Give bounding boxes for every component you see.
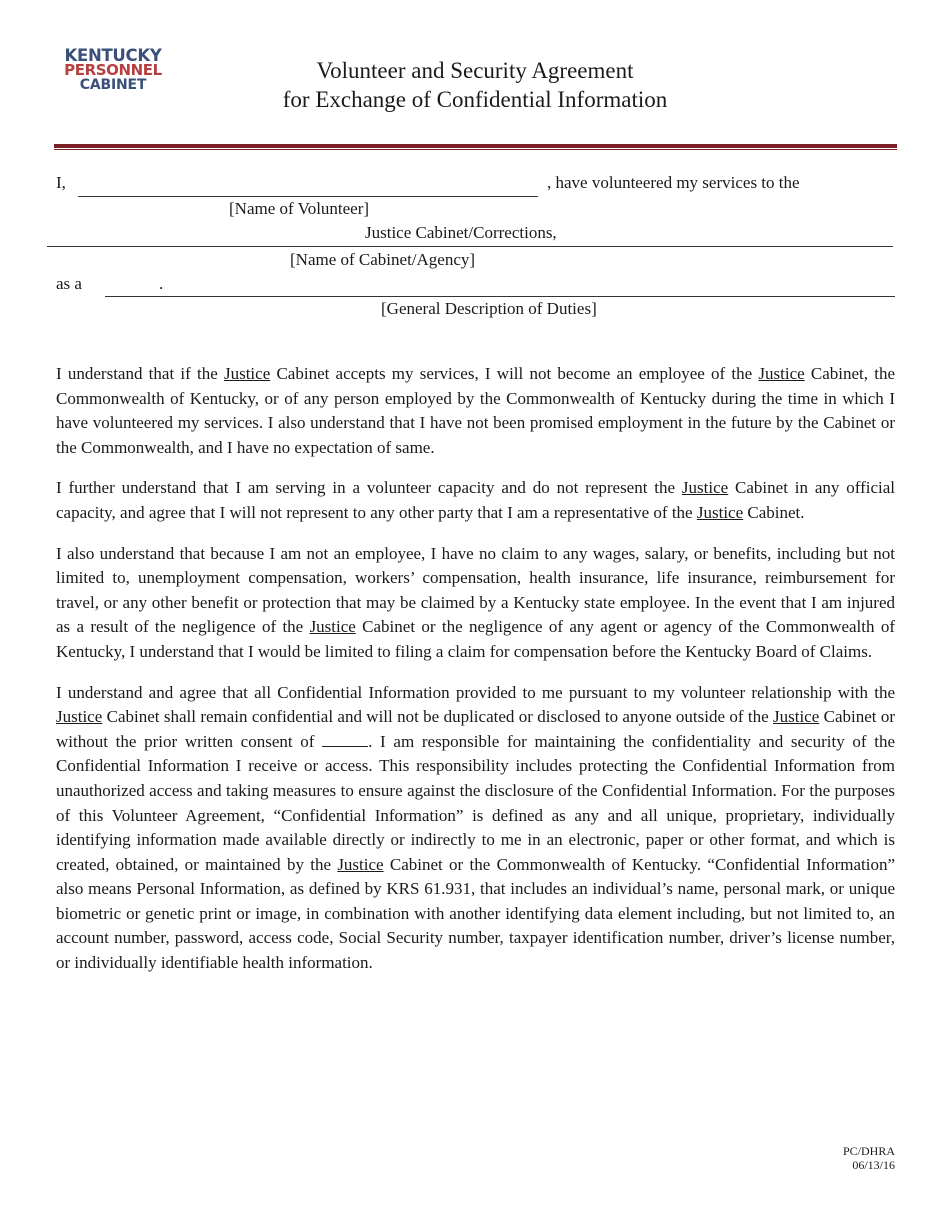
title-line-1: Volunteer and Security Agreement	[316, 58, 634, 83]
volunteer-name-caption: [Name of Volunteer]	[229, 199, 370, 218]
logo-line-cabinet: CABINET	[79, 77, 147, 93]
i-label: I,	[56, 173, 66, 192]
justice-term: Justice	[56, 707, 103, 727]
justice-term: Justice	[337, 854, 384, 874]
consent-blank-field[interactable]	[322, 732, 368, 747]
form-id: PC/DHRA	[842, 1144, 895, 1158]
kentucky-personnel-cabinet-logo	[54, 48, 172, 93]
document-title	[230, 56, 720, 114]
form-footer	[843, 1144, 895, 1172]
justice-term: Justice	[223, 364, 271, 383]
logo-line-personnel: PERSONNEL	[64, 61, 162, 79]
paragraph-4: I understand and agree that all Confidential Information provided to me pursuant to my volunteer relationship with the Justice Cabinet shall remain confidential and will not be duplicated or disclosed to anyone outside of the Justice Cabinet or without the prior written consent of . I am responsible for maintaining the confidentiality and security of the Confidential Information I receive or access. This responsibility includes protecting the Confidential Information from unauthorized access and taking measures to ensure against the disclosure of the Confidential Information. For the purposes of this Volunteer Agreement, “Confidential Information” is defined as any and all unique, proprietary, individually identifying information made available directly or indirectly to me in an electronic, paper or other format, and which is created, obtained, or maintained by the Justice Cabinet or the Commonwealth of Kentucky. “Confidential Information” also means Personal Information, as defined by KRS 61.931, that includes an individual’s name, personal mark, or unique biometric or genetic print or image, in combination with another identifying data element including, but not limited to, an account number, password, access code, Social Security number, taxpayer identification number, driver’s license number, or individually identifiable health information.	[56, 682, 896, 973]
paragraph-3: I also understand that because I am not an employee, I have no claim to any wages, salary, or benefits, including but not limited to, unemployment compensation, workers’ compensation, health insurance, life insurance, reimbursement for travel, or any other benefit or protection that may be claimed by a Kentucky state employee. In the event that I am injured as a result of the negligence of the Justice Cabinet or the negligence of any agent or agency of the Commonwealth of Kentucky, I understand that I would be limited to filing a claim for compensation before the Kentucky Board of Claims.	[56, 543, 895, 661]
justice-term: Justice	[681, 478, 729, 498]
volunteer-name-field[interactable]	[78, 196, 538, 197]
title-line-2: for Exchange of Confidential Information	[282, 87, 668, 112]
paragraph-2: I further understand that I am serving in a volunteer capacity and do not represent the Justice Cabinet in any official capacity, and agree that I will not represent to any other party that I am a representative of the Justice Cabinet.	[56, 478, 896, 522]
paragraph-1: I understand that if the Justice Cabinet accepts my services, I will not become an employee of the Justice Cabinet, the Commonwealth of Kentucky, or of any person employed by the Commonwealth of Kentucky during the time in which I have volunteered my services. I also understand that I have not been promised employment in the future by the Cabinet or the Commonwealth, and I have no expectation of same.	[56, 364, 895, 457]
form-date: 06/13/16	[852, 1158, 895, 1172]
justice-term: Justice	[772, 707, 820, 727]
duties-caption: [General Description of Duties]	[381, 299, 597, 318]
cabinet-caption: [Name of Cabinet/Agency]	[290, 250, 476, 269]
logo-line-kentucky: KENTUCKY	[64, 46, 162, 65]
agreement-body	[56, 362, 895, 992]
justice-term: Justice	[309, 617, 356, 637]
header-rule-thick	[54, 144, 897, 148]
header-rule-thin	[54, 149, 897, 150]
duties-value: .	[159, 274, 164, 293]
justice-term: Justice	[758, 364, 805, 383]
cabinet-agency-field[interactable]	[47, 246, 893, 247]
as-a-label: as a	[56, 274, 82, 293]
volunteered-text: , have volunteered my services to the	[547, 173, 800, 192]
duties-field[interactable]	[105, 296, 895, 297]
justice-term: Justice	[696, 502, 744, 522]
cabinet-value: Justice Cabinet/Corrections,	[365, 223, 557, 242]
